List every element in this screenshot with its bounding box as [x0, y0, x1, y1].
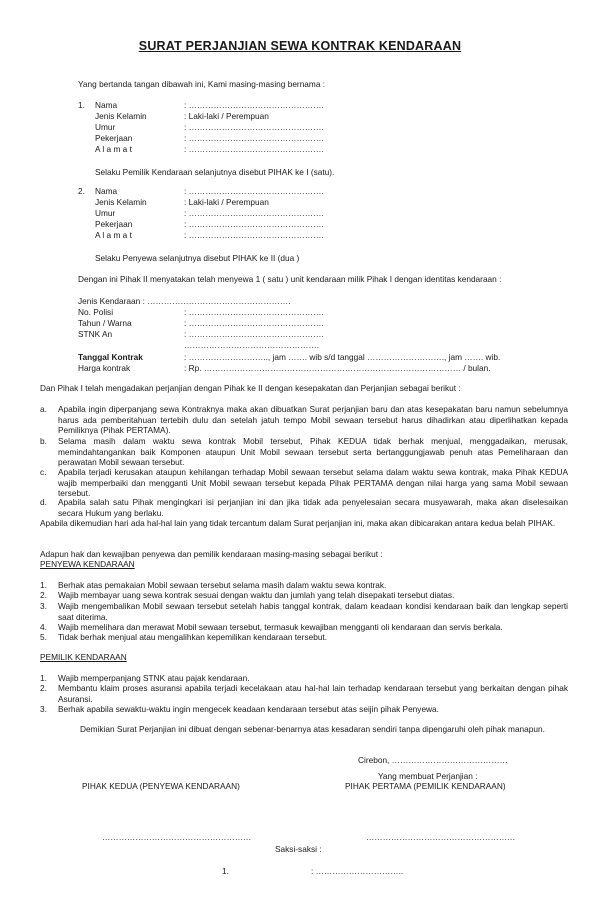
party-two-signature-label: PIHAK KEDUA (PENYEWA KENDARAAN) [82, 781, 240, 791]
party1-age-label: Umur [95, 122, 116, 132]
vehicle-year-value: : …………………………………………. [184, 318, 324, 328]
contract-price-label: Harga kontrak [78, 363, 131, 373]
clause-c-text: Apabila terjadi kerusakan ataupun kehilangan terhadap Mobil sewaan tersebut selama dalam waktu sewa kontrak, maka Pihak KEDUA wajib memperbaiki dan mengganti Unit Mobil sewaan tersebut kepada Pihak PERTAMA dengan nilai harga yang sama Mobil sewaan tersebut. [58, 467, 568, 498]
witness-number: 1. [222, 866, 229, 876]
tenant-item-1-text: Berhak atas pemakaian Mobil sewaan tersebut selama masih dalam waktu sewa kontrak. [58, 580, 387, 590]
signature-line-right: ……………………………………………… [366, 832, 516, 842]
owner-item-3-text: Berhak apabila sewaktu-waktu ingin mengecek keadaan kendaraan tersebut atas seijin pihak Penyewa. [58, 704, 439, 714]
party2-address-label: A l a m a t [95, 230, 132, 240]
party2-job-label: Pekerjaan [95, 219, 133, 229]
vehicle-year-label: Tahun / Warna [78, 318, 132, 328]
owner-item-3-mark: 3. [40, 704, 47, 714]
party2-gender-label: Jenis Kelamin [95, 197, 147, 207]
party1-address-label: A l a m a t [95, 144, 132, 154]
intro-text: Yang bertanda tangan dibawah ini, Kami masing-masing bernama : [78, 79, 326, 89]
clause-d-mark: d. [40, 497, 47, 507]
party2-age-value: : …………………………………………. [184, 208, 324, 218]
tenant-item-5-text: Tidak berhak menjual atau mengalihkan kepemilikan kendaraan tersebut. [58, 632, 328, 642]
party1-job-label: Pekerjaan [95, 133, 133, 143]
owner-item-2-text: Membantu klaim proses asuransi apabila terjadi kecelakaan atau hal-hal lain terhadap kendaraan tersebut yang berkaitan dengan pihak Asuransi. [58, 683, 568, 704]
declaration-text: Demikian Surat Perjanjian ini dibuat dengan sebenar-benarnya atas kesadaran sendiri tanpa dipengaruhi oleh pihak manapun. [80, 724, 545, 734]
party2-job-value: : …………………………………………. [184, 219, 324, 229]
contract-date-value: : ……………………….., jam ……. wib s/d tanggal ………………………., jam ……. wib. [184, 352, 501, 362]
party1-number: 1. [78, 100, 85, 110]
tenant-item-5-mark: 5. [40, 632, 47, 642]
party2-name-label: Nama [95, 186, 118, 196]
rights-intro: Adapun hak dan kewajiban penyewa dan pemilik kendaraan masing-masing sebagai berikut : [40, 549, 383, 559]
vehicle-stnk-extra: …………………………………………. [184, 340, 320, 350]
vehicle-stnk-value: : …………………………………………. [184, 329, 324, 339]
vehicle-plate-value: : …………………………………………. [184, 307, 324, 317]
tenant-item-4-text: Wajib memelihara dan merawat Mobil sewaan tersebut, termasuk kewajiban mengganti oli kendaraan dan servis berkala. [58, 622, 503, 632]
tenant-item-3-text: Wajib mengembalikan Mobil sewaan tersebut setelah habis tanggal kontrak, dalam keadaan kondisi kendaraan baik dan lengkap seperti saat diterima. [58, 601, 568, 622]
witness-label: Saksi-saksi : [275, 844, 322, 854]
party2-age-label: Umur [95, 208, 116, 218]
owner-item-2-mark: 2. [40, 683, 47, 693]
party-one-signature-label: PIHAK PERTAMA (PEMILIK KENDARAAN) [345, 781, 506, 791]
document-title: SURAT PERJANJIAN SEWA KONTRAK KENDARAAN [138, 39, 462, 53]
vehicle-plate-label: No. Polisi [78, 307, 114, 317]
tenant-item-2-text: Wajib membayar uang sewa kontrak sesuai dengan waktu dan jumlah yang telah disepakati tersebut diatas. [58, 590, 455, 600]
vehicle-stnk-label: STNK An [78, 329, 113, 339]
party1-address-value: : …………………………………………. [184, 144, 324, 154]
party2-name-value: : …………………………………………. [184, 186, 324, 196]
party1-gender-value: : Laki-laki / Perempuan [184, 111, 269, 121]
vehicle-intro: Dengan ini Pihak II menyatakan telah menyewa 1 ( satu ) unit kendaraan milik Pihak I dengan identitas kendaraan : [78, 274, 502, 284]
closing-clause: Apabila dikemudian hari ada hal-hal lain yang tidak tercantum dalam Surat perjanjian ini, maka akan dibicarakan antara kedua belah PIHAK. [40, 518, 556, 528]
place-date: Cirebon, …………………………………… [358, 755, 508, 765]
witness-line: : ………………………….. [311, 866, 404, 876]
tenant-item-4-mark: 4. [40, 622, 47, 632]
agreement-intro: Dan Pihak I telah mengadakan perjanjian dengan Pihak ke II dengan kesepakatan dan Perjanjian sebagai berikut : [40, 383, 461, 393]
clause-b-text: Selama masih dalam waktu sewa kontrak Mobil tersebut, Pihak KEDUA tidak berhak menjual, menggadaikan, merusak, memindahtangankan baik Komponen ataupun Unit Mobil sewaan tersebut serta bertanggungjawab penuh atas Pemeliharaan dan perawatan Mobil sewaan tersebut. [58, 436, 568, 467]
tenant-item-2-mark: 2. [40, 590, 47, 600]
party2-address-value: : …………………………………………. [184, 230, 324, 240]
party1-age-value: : …………………………………………. [184, 122, 324, 132]
clause-a-mark: a. [40, 404, 47, 414]
party1-name-label: Nama [95, 100, 118, 110]
party1-job-value: : …………………………………………. [184, 133, 324, 143]
contract-price-value: : Rp. ………………………………………………………………………………… / bulan. [184, 363, 491, 373]
clause-d-text: Apabila salah satu Pihak mengingkari isi perjanjian ini dan jika tidak ada penyelesaian secara musyawarah, maka akan diselesaikan secara Hukum yang berlaku. [58, 497, 568, 518]
party2-gender-value: : Laki-laki / Perempuan [184, 197, 269, 207]
party1-gender-label: Jenis Kelamin [95, 111, 147, 121]
tenant-item-1-mark: 1. [40, 580, 47, 590]
owner-item-1-text: Wajib memperpanjang STNK atau pajak kendaraan. [58, 673, 250, 683]
owner-item-1-mark: 1. [40, 673, 47, 683]
maker-label: Yang membuat Perjanjian : [378, 771, 478, 781]
party2-number: 2. [78, 186, 85, 196]
party2-note: Selaku Penyewa selanjutnya disebut PIHAK ke II (dua ) [95, 253, 300, 263]
owner-heading: PEMILIK KENDARAAN [40, 652, 127, 662]
vehicle-type: Jenis Kendaraan : ……………………………………………. [78, 296, 291, 306]
clause-a-text: Apabila ingin diperpanjang sewa Kontraknya maka akan dibuatkan Surat perjanjian baru dan atas kesepakatan baru namun sebelumnya harus ada pemberitahuan tertebih dulu dan setelah jatuh tempo Mobil sewaan tersebut harus dihadirkan atau diperlihatkan kepada Pemiliknya (Pihak PERTAMA). [58, 404, 568, 435]
tenant-heading: PENYEWA KENDARAAN [40, 559, 135, 569]
clause-b-mark: b. [40, 436, 47, 446]
tenant-item-3-mark: 3. [40, 601, 47, 611]
party1-note: Selaku Pemilik Kendaraan selanjutnya disebut PIHAK ke I (satu). [95, 167, 335, 177]
signature-line-left: ……………………………………………… [102, 832, 252, 842]
clause-c-mark: c. [40, 467, 47, 477]
contract-date-label: Tanggal Kontrak [78, 352, 143, 362]
party1-name-value: : …………………………………………. [184, 100, 324, 110]
